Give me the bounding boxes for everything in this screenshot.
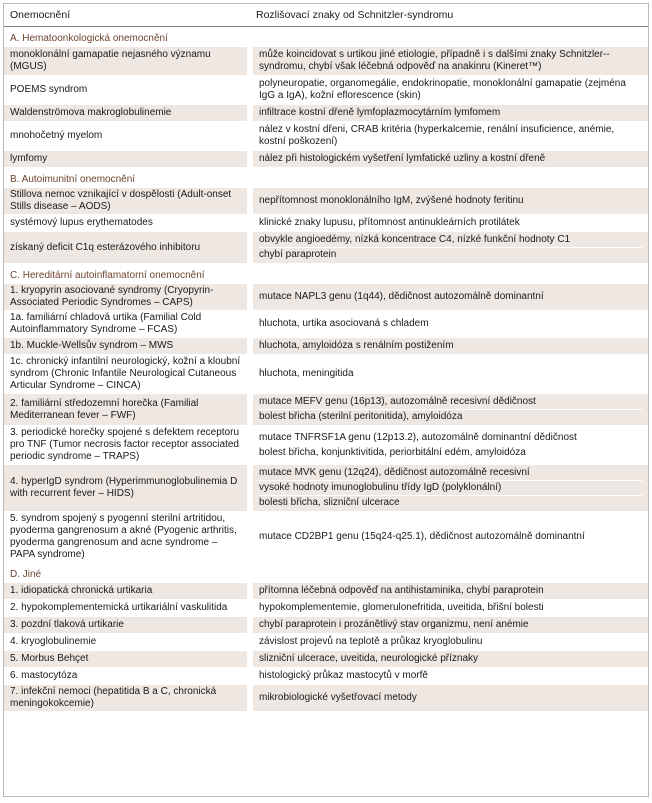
sign-text: mutace CD2BP1 genu (15q24-q25.1), dědičnost autozomálně dominantní (259, 531, 585, 542)
signs-cell (250, 600, 648, 617)
header-row (4, 4, 648, 27)
signs-cell (250, 685, 648, 712)
disease-cell: 1b. Muckle-Wellsův syndrom – MWS (4, 338, 250, 355)
signs-cell (250, 215, 648, 232)
table-row (4, 617, 648, 634)
table (4, 4, 648, 712)
table-row (4, 122, 648, 151)
sign-text: bolest břicha (sterilní peritonitida), amyloidóza (259, 409, 642, 424)
signs-cell (250, 394, 648, 426)
signs-cell (250, 426, 648, 465)
disease-cell: 4. hyperIgD syndrom (Hyperimmunoglobulinemia D with recurrent fever – HIDS) (4, 465, 250, 512)
disease-cell: Waldenströmova makroglobulinemie (4, 105, 250, 122)
disease-cell: Stillova nemoc vznikající v dospělosti (Adult-onset Stills disease – AODS) (4, 188, 250, 215)
section-row (4, 27, 648, 48)
sign-text: nepřítomnost monoklonálního IgM, zvýšené hodnoty feritinu (259, 195, 524, 206)
sign-text: hluchota, meningitida (259, 368, 354, 379)
disease-cell: 4. kryoglobulinemie (4, 634, 250, 651)
signs-cell (250, 355, 648, 394)
table-row (4, 465, 648, 512)
disease-cell: POEMS syndrom (4, 76, 250, 105)
disease-cell: 7. infekční nemoci (hepatitida B a C, chronická meningokokcemie) (4, 685, 250, 712)
sign-text: bolesti břicha, slizniční ulcerace (259, 495, 642, 510)
disease-cell: 1. idiopatická chronická urtikaria (4, 583, 250, 600)
disease-cell: lymfomy (4, 151, 250, 168)
table-row (4, 47, 648, 76)
signs-cell (250, 338, 648, 355)
disease-cell: 2. hypokomplementemická urtikariální vaskulitida (4, 600, 250, 617)
table-row (4, 512, 648, 563)
disease-cell: 1. kryopyrin asociované syndromy (Cryopyrin-Associated Periodic Syndromes – CAPS) (4, 284, 250, 311)
disease-cell: 3. pozdní tlaková urtikarie (4, 617, 250, 634)
table-row (4, 600, 648, 617)
signs-cell (250, 151, 648, 168)
header-signs: Rozlišovací znaky od Schnitzler-syndromu (250, 4, 648, 27)
signs-cell (250, 232, 648, 264)
signs-cell (250, 188, 648, 215)
table-row (4, 355, 648, 394)
table-row (4, 76, 648, 105)
sign-text: nález při histologickém vyšetření lymfatické uzliny a kostní dřeně (259, 153, 546, 164)
sign-text: vysoké hodnoty imunoglobulinu třídy IgD (polyklonální) (259, 480, 642, 495)
table-body (4, 27, 648, 712)
sign-text: nález v kostní dřeni, CRAB kritéria (hyperkalcemie, renální insuficience, anémie, kostní poškození) (259, 124, 615, 147)
table-row (4, 426, 648, 465)
disease-cell: monoklonální gamapatie nejasného významu (MGUS) (4, 47, 250, 76)
signs-cell (250, 76, 648, 105)
table-row (4, 232, 648, 264)
sign-text: chybí paraprotein (259, 247, 642, 262)
sign-text: hluchota, amyloidóza s renálním postižením (259, 340, 454, 351)
disease-cell: 3. periodické horečky spojené s defektem receptoru pro TNF (Tumor necrosis factor receptor associated periodic syndrome – TRAPS) (4, 426, 250, 465)
disease-cell: 1c. chronický infantilní neurologický, kožní a kloubní syndrom (Chronic Infantile Neurological Cutaneous Articular Syndrome – CINCA) (4, 355, 250, 394)
disease-cell: 6. mastocytóza (4, 668, 250, 685)
signs-cell (250, 284, 648, 311)
section-row (4, 168, 648, 189)
signs-cell (250, 583, 648, 600)
disease-cell: 5. Morbus Behçet (4, 651, 250, 668)
sign-text: přítomna léčebná odpověď na antihistaminika, chybí paraprotein (259, 585, 544, 596)
sign-text: mutace NAPL3 genu (1q44), dědičnost autozomálně dominantní (259, 291, 544, 302)
signs-cell (250, 668, 648, 685)
signs-cell (250, 311, 648, 338)
sign-text: histologický průkaz mastocytů v morfě (259, 670, 428, 681)
sign-text: hluchota, urtika asociovaná s chladem (259, 318, 429, 329)
sign-text: polyneuropatie, organomegálie, endokrinopatie, monoklonální gamapatie (zejména IgG a IgA), kožní eflorescence (skin) (259, 78, 626, 101)
disease-cell: systémový lupus erythematodes (4, 215, 250, 232)
signs-cell (250, 617, 648, 634)
disease-cell: 5. syndrom spojený s pyogenní sterilní artritidou, pyoderma gangrenosum a akné (Pyogenic arthritis, pyoderma gangrenosum and acne syndrome – PAPA syndrome) (4, 512, 250, 563)
table-row (4, 188, 648, 215)
sign-text: klinické znaky lupusu, přítomnost antinukleárních protilátek (259, 217, 520, 228)
disease-cell: 2. familiární středozemní horečka (Familial Mediterranean fever – FWF) (4, 394, 250, 426)
sign-text: mutace TNFRSF1A genu (12p13.2), autozomálně dominantní dědičnost (259, 431, 577, 443)
section-title: B. Autoimunitní onemocnění (4, 168, 648, 189)
sign-text: mutace MEFV genu (16p13), autozomálně recesivní dědičnost (259, 396, 536, 407)
signs-cell (250, 651, 648, 668)
sign-text: hypokomplementemie, glomerulonefritida, uveitida, břišní bolesti (259, 602, 544, 613)
sign-text: může koincidovat s urtikou jiné etiologie, případně i s dalšími znaky Schnitzler--syndromu, chybí však léčebná odpověď na anakinru (Kineret™) (259, 49, 610, 72)
table-row (4, 151, 648, 168)
disease-cell: mnohočetný myelom (4, 122, 250, 151)
table-row (4, 215, 648, 232)
sign-text: obvykle angioedémy, nízká koncentrace C4, nízké funkční hodnoty C1 (259, 234, 571, 245)
table-row (4, 651, 648, 668)
signs-cell (250, 512, 648, 563)
disease-cell: 1a. familiární chladová urtika (Familial Cold Autoinflammatory Syndrome – FCAS) (4, 311, 250, 338)
table-row (4, 583, 648, 600)
table-row (4, 311, 648, 338)
differential-diagnosis-table (3, 3, 649, 797)
sign-text: bolest břicha, konjunktivitida, periorbitální edém, amyloidóza (259, 445, 642, 460)
sign-text: mikrobiologické vyšetřovací metody (259, 692, 417, 703)
table-row (4, 105, 648, 122)
table-row (4, 338, 648, 355)
table-row (4, 668, 648, 685)
header-disease: Onemocnění (4, 4, 250, 27)
table-row (4, 634, 648, 651)
sign-text: slizniční ulcerace, uveitida, neurologické příznaky (259, 653, 478, 664)
signs-cell (250, 47, 648, 76)
table-row (4, 284, 648, 311)
table-row (4, 685, 648, 712)
sign-text: chybí paraprotein i prozánětlivý stav organizmu, není anémie (259, 619, 529, 630)
section-title: C. Hereditární autoinflamatorní onemocnění (4, 264, 648, 285)
section-row (4, 264, 648, 285)
section-row (4, 563, 648, 584)
disease-cell: získaný deficit C1q esterázového inhibitoru (4, 232, 250, 264)
table-row (4, 394, 648, 426)
signs-cell (250, 105, 648, 122)
sign-text: závislost projevů na teplotě a průkaz kryoglobulinu (259, 636, 483, 647)
signs-cell (250, 634, 648, 651)
signs-cell (250, 122, 648, 151)
sign-text: infiltrace kostní dřeně lymfoplazmocytárním lymfomem (259, 107, 501, 118)
signs-cell (250, 465, 648, 512)
section-title: D. Jiné (4, 563, 648, 584)
section-title: A. Hematoonkologická onemocnění (4, 27, 648, 48)
sign-text: mutace MVK genu (12q24), dědičnost autozomálně recesivní (259, 467, 530, 478)
